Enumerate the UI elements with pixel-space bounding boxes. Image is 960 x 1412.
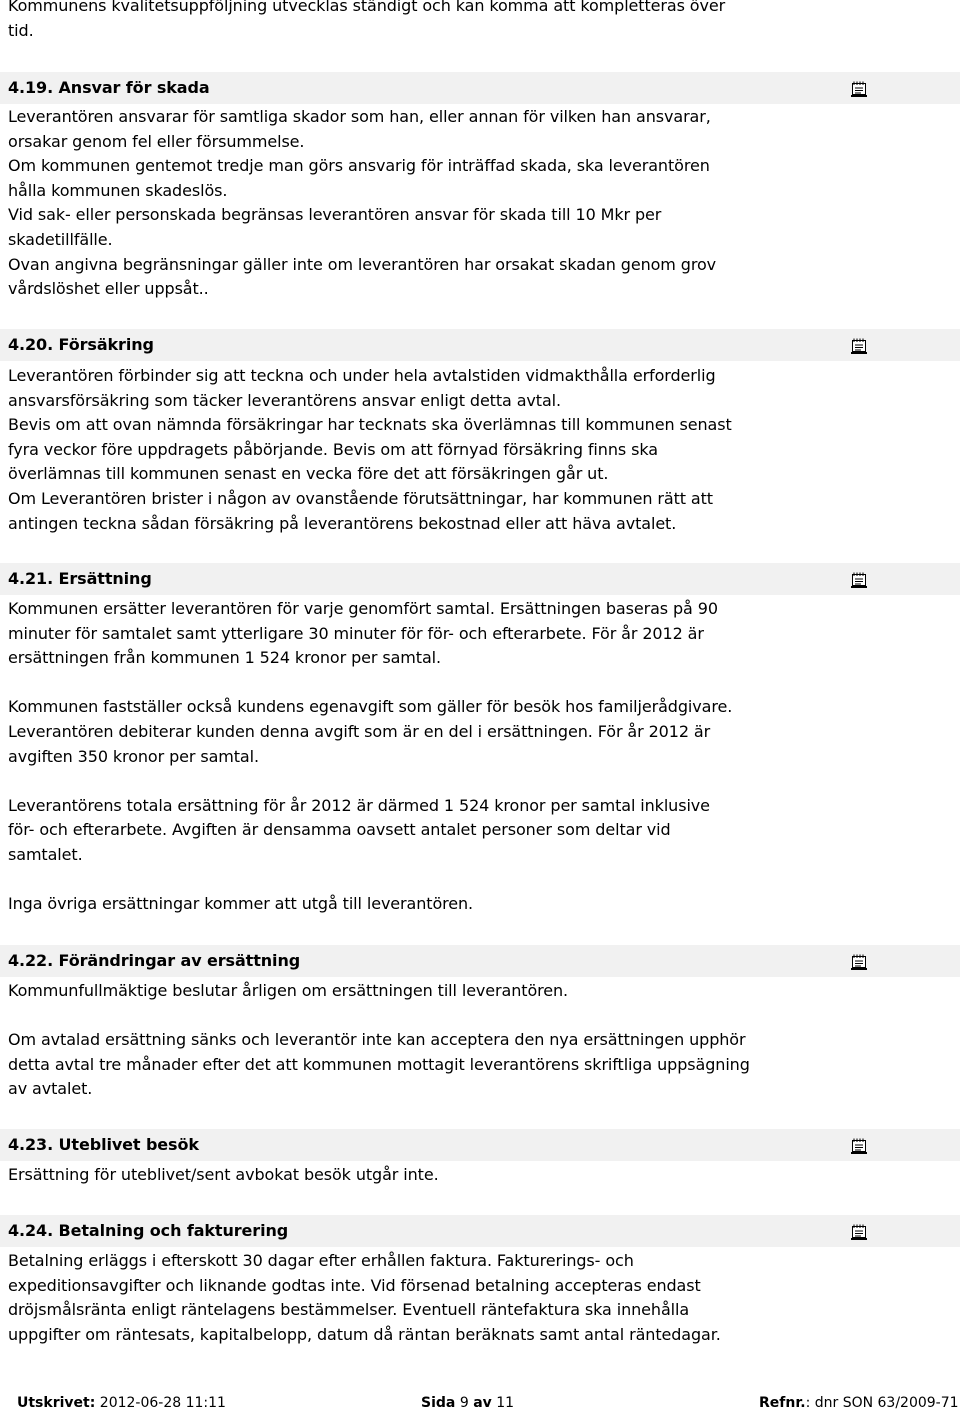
note-icon[interactable] [851, 572, 867, 588]
section-body-4-20: Leverantören förbinder sig att teckna och under hela avtalstiden vidmakthålla erforderlig ansvarsförsäkring som täcker leverantörens ansvar enligt detta avtal. Bevis om att ovan nämnda försäkringar har tecknats ska överlämnas till kommunen senast fyra veckor före uppdragets påbörjande. Bevis om att förnyad försäkring finns ska överlämnas till kommunen senast en vecka före det att försäkringen går ut. Om Leverantören brister i någon av ovanstående förutsättningar, har kommunen rätt att antingen teckna sådan försäkring på leverantörens bekostnad eller att häva avtalet. [8, 366, 732, 533]
section-header-4-20 [0, 329, 960, 361]
page-label: Sida [421, 1395, 456, 1411]
ref-label: Refnr. [759, 1395, 806, 1411]
section-body-4-21: Kommunen ersätter leverantören för varje genomfört samtal. Ersättningen baseras på 90 minuter för samtalet samt ytterligare 30 minuter för för- och efterarbete. För år 2012 är ersättningen från kommunen 1 524 kronor per samtal. Kommunen fastställer också kundens egenavgift som gäller för besök hos familjerådgivare. Leverantören debiterar kunden denna avgift som är en del i ersättningen. För år 2012 är avgiften 350 kronor per samtal. Leverantörens totala ersättning för år 2012 är därmed 1 524 kronor per samtal inklusive för- och efterarbete. Avgiften är densamma oavsett antalet personer som deltar vid samtalet. Inga övriga ersättningar kommer att utgå till leverantören. [8, 599, 733, 914]
reference-number [759, 1394, 959, 1412]
section-heading: 4.22. Förändringar av ersättning [8, 951, 301, 970]
section-header-4-21 [0, 563, 960, 595]
ref-value: : dnr SON 63/2009-71 [805, 1395, 959, 1411]
printed-date [17, 1394, 226, 1412]
section-body-4-24: Betalning erläggs i efterskott 30 dagar efter erhållen faktura. Fakturerings- och expeditionsavgifter och liknande godtas inte. Vid försenad betalning accepteras endast dröjsmålsränta enligt räntelagens bestämmelser. Eventuell räntefaktura ska innehålla uppgifter om räntesats, kapitalbelopp, datum då räntan beräknats samt antal räntedagar. [8, 1251, 721, 1344]
section-heading: 4.21. Ersättning [8, 569, 152, 588]
page-total: 11 [496, 1395, 515, 1411]
section-heading: 4.19. Ansvar för skada [8, 78, 210, 97]
section-heading: 4.23. Uteblivet besök [8, 1135, 199, 1154]
note-icon[interactable] [851, 81, 867, 97]
section-header-4-22 [0, 945, 960, 977]
note-icon[interactable] [851, 954, 867, 970]
section-body-4-22: Kommunfullmäktige beslutar årligen om ersättningen till leverantören. Om avtalad ersättning sänks och leverantör inte kan acceptera den nya ersättningen upphör detta avtal tre månader efter det att kommunen mottagit leverantörens skriftliga uppsägning av avtalet. [8, 981, 750, 1099]
section-heading: 4.24. Betalning och fakturering [8, 1221, 289, 1240]
note-icon[interactable] [851, 338, 867, 354]
section-header-4-23 [0, 1129, 960, 1161]
page-counter [421, 1394, 514, 1412]
note-icon[interactable] [851, 1224, 867, 1240]
section-header-4-19 [0, 72, 960, 104]
page-of: av [473, 1395, 492, 1411]
page-footer [0, 1394, 960, 1412]
section-header-4-24 [0, 1215, 960, 1247]
page-number: 9 [459, 1395, 469, 1411]
note-icon[interactable] [851, 1138, 867, 1154]
printed-label: Utskrivet: [17, 1395, 96, 1411]
section-body-4-19: Leverantören ansvarar för samtliga skador som han, eller annan för vilken han ansvarar, orsakar genom fel eller försummelse. Om kommunen gentemot tredje man görs ansvarig för inträffad skada, ska leverantören hålla kommunen skadeslös. Vid sak- eller personskada begränsas leverantören ansvar för skada till 10 Mkr per skadetillfälle. Ovan angivna begränsningar gäller inte om leverantören har orsakat skadan genom grov vårdslöshet eller uppsåt.. [8, 107, 717, 299]
intro-paragraph: Kommunens kvalitetsuppföljning utvecklas ständigt och kan komma att kompletteras över tid. [8, 0, 726, 40]
printed-value: 2012-06-28 11:11 [99, 1395, 226, 1411]
section-body-4-23: Ersättning för uteblivet/sent avbokat besök utgår inte. [8, 1165, 439, 1184]
section-heading: 4.20. Försäkring [8, 335, 154, 354]
